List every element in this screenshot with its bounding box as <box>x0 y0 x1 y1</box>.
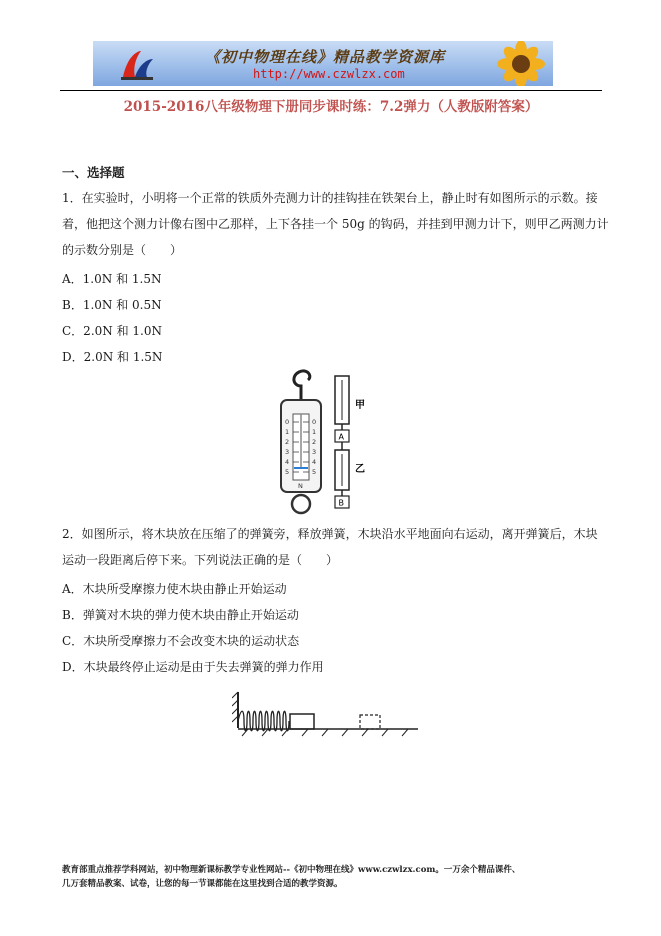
scale-hook-icon <box>294 371 310 400</box>
section-heading: 一、选择题 <box>62 165 125 180</box>
site-logo-icon <box>117 47 157 83</box>
header-banner <box>93 41 553 86</box>
question-2-line-1: 2．如图所示，将木块放在压缩了的弹簧旁，释放弹簧，木块沿水平地面向右运动，离开弹簧后，木块 <box>62 527 598 541</box>
scale-unit: N <box>298 482 303 490</box>
ground-hatch <box>242 729 408 736</box>
tick-left-0: 0 <box>285 418 290 426</box>
tick-left-4: 4 <box>285 458 290 466</box>
question-2-line-2: 运动一段距离后停下来。下列说法正确的是（ ） <box>62 553 339 567</box>
label-a: A <box>338 432 344 442</box>
question-2-option-c: C．木块所受摩擦力不会改变木块的运动状态 <box>62 634 300 648</box>
question-1-line-3: 的示数分别是（ ） <box>62 243 183 257</box>
spring-block-figure <box>232 688 422 738</box>
spring-scale-figure <box>263 366 403 516</box>
tick-left-3: 3 <box>285 448 290 456</box>
question-1-option-b: B．1.0N 和 0.5N <box>62 298 162 312</box>
compressed-spring <box>238 711 289 731</box>
banner-url[interactable]: http://www.czwlzx.com <box>253 67 405 81</box>
block-final-position <box>360 715 380 729</box>
label-b: B <box>338 498 344 508</box>
tick-right-2: 2 <box>312 438 317 446</box>
footer-line-1: 教育部重点推荐学科网站，初中物理新课标教学专业性网站--《初中物理在线》www.czwlzx.com。一万余个精品课件、 <box>62 865 521 875</box>
question-2-option-d: D．木块最终停止运动是由于失去弹簧的弹力作用 <box>62 660 324 674</box>
question-1-option-d: D．2.0N 和 1.5N <box>62 350 163 364</box>
banner-title: 《初中物理在线》精品教学资源库 <box>205 48 446 66</box>
scale-ring-icon <box>292 495 310 513</box>
footer-line-2: 几万套精品教案、试卷，让您的每一节课都能在这里找到合适的教学资源。 <box>62 879 343 889</box>
label-jia: 甲 <box>355 400 365 411</box>
document-title: 2015-2016八年级物理下册同步课时练：7.2弹力（人教版附答案） <box>123 99 539 115</box>
question-1-line-1: 1．在实验时，小明将一个正常的铁质外壳测力计的挂钩挂在铁架台上，静止时有如图所示的示数。接 <box>62 191 598 205</box>
question-1-option-c: C．2.0N 和 1.0N <box>62 324 162 338</box>
label-yi: 乙 <box>355 464 365 475</box>
question-2-option-b: B．弹簧对木块的弹力使木块由静止开始运动 <box>62 608 299 622</box>
tick-right-3: 3 <box>312 448 317 456</box>
tick-right-0: 0 <box>312 418 317 426</box>
tick-left-1: 1 <box>285 428 290 436</box>
tick-right-1: 1 <box>312 428 317 436</box>
tick-left-5: 5 <box>285 468 290 476</box>
question-1-option-a: A．1.0N 和 1.5N <box>62 272 162 286</box>
footer <box>62 863 602 891</box>
tick-right-4: 4 <box>312 458 317 466</box>
tick-left-2: 2 <box>285 438 290 446</box>
header-rule <box>60 90 602 91</box>
question-2-option-a: A．木块所受摩擦力使木块由静止开始运动 <box>62 582 287 596</box>
wooden-block <box>290 714 314 729</box>
sunflower-icon <box>491 41 551 86</box>
tick-right-5: 5 <box>312 468 317 476</box>
question-1-line-2: 着，他把这个测力计像右图中乙那样，上下各挂一个 50g 的钩码，并挂到甲测力计下，则甲乙两测力计 <box>62 217 609 231</box>
